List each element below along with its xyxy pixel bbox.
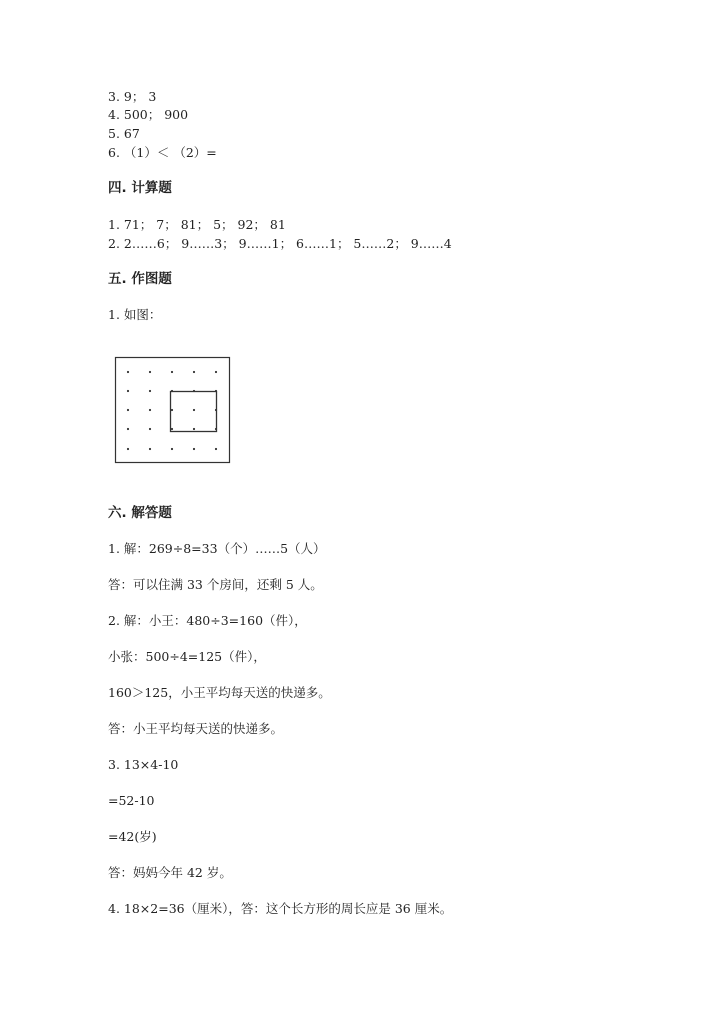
grid-dot: [149, 390, 151, 392]
grid-dot: [149, 428, 151, 430]
answer-line: 2. 2……6； 9……3； 9……1； 6……1； 5……2； 9……4: [108, 236, 452, 251]
section-heading: 四. 计算题: [108, 180, 172, 196]
answer-line: 5. 67: [108, 126, 140, 141]
answer-line: 1. 71； 7； 81； 5； 92； 81: [108, 217, 286, 232]
answer-line: 3. 13×4-10: [108, 757, 179, 772]
answer-line: 答：可以住满 33 个房间，还剩 5 人。: [108, 577, 323, 592]
grid-dot: [127, 448, 129, 450]
grid-dot: [215, 448, 217, 450]
answer-line: 1. 如图：: [108, 307, 162, 322]
answer-line: 2. 解：小王：480÷3=160（件），: [108, 613, 307, 628]
grid-dot: [127, 428, 129, 430]
answer-line: 1. 解：269÷8=33（个）……5（人）: [108, 541, 326, 556]
grid-dot: [127, 390, 129, 392]
grid-dot: [193, 371, 195, 373]
answer-line: 4. 18×2=36（厘米），答：这个长方形的周长应是 36 厘米。: [108, 901, 453, 916]
grid-dot: [193, 448, 195, 450]
answer-line: 3. 9； 3: [108, 89, 157, 104]
grid-dot: [171, 371, 173, 373]
answer-line: 小张：500÷4=125（件），: [108, 649, 266, 664]
grid-dot: [127, 409, 129, 411]
section-heading: 六. 解答题: [108, 505, 172, 521]
grid-dot: [215, 371, 217, 373]
answer-line: 6. （1）＜ （2）=: [108, 145, 217, 160]
grid-dot: [149, 371, 151, 373]
grid-dot: [127, 371, 129, 373]
answer-line: 160＞125，小王平均每天送的快递多。: [108, 685, 331, 700]
answer-line: =42(岁): [108, 829, 157, 844]
section-heading: 五. 作图题: [108, 271, 172, 287]
answer-line: =52-10: [108, 793, 155, 808]
grid-dot: [193, 428, 195, 430]
answer-line: 4. 500； 900: [108, 107, 189, 122]
answer-line: 答：小王平均每天送的快递多。: [108, 721, 284, 736]
grid-dot: [171, 409, 173, 411]
grid-dot: [171, 428, 173, 430]
grid-dot: [171, 448, 173, 450]
grid-dot: [149, 409, 151, 411]
answer-line: 答：妈妈今年 42 岁。: [108, 865, 232, 880]
grid-dot: [193, 409, 195, 411]
grid-dot: [149, 448, 151, 450]
